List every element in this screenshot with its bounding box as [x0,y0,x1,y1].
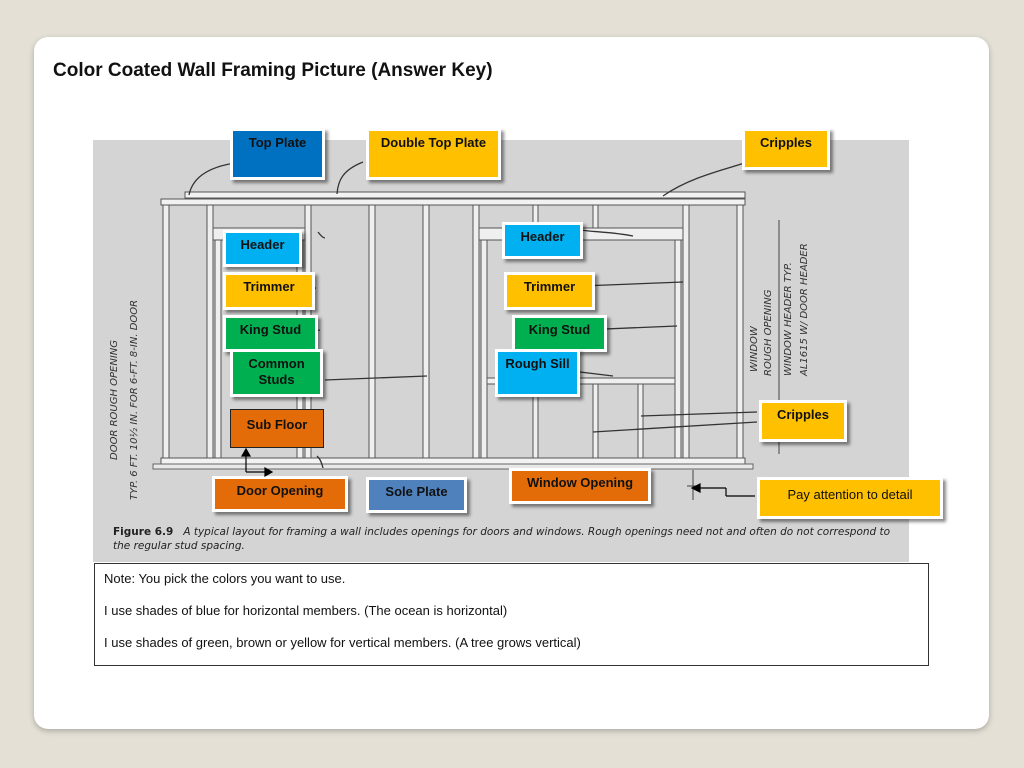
page-title: Color Coated Wall Framing Picture (Answer Key) [53,60,493,81]
label-cripples-bottom: Cripples [759,400,847,442]
end-stud [163,205,169,458]
king-stud-window-right [683,205,689,458]
sub-floor-shape [153,464,753,469]
label-king-stud-right: King Stud [512,315,607,352]
window-text-4: AL1615 W/ DOOR HEADER [799,243,810,376]
cripple-top-2 [593,205,598,228]
sole-plate-shape [161,458,745,464]
label-king-stud-left: King Stud [223,315,318,352]
label-common-studs: Common Studs [230,349,323,397]
note-line-1: Note: You pick the colors you want to use. [104,571,346,586]
label-sole-plate: Sole Plate [366,477,467,513]
end-stud-right [737,205,743,458]
label-trimmer-left: Trimmer [223,272,315,310]
double-top-plate-shape [185,192,745,198]
label-window-opening: Window Opening [509,468,651,504]
window-text-3: WINDOW HEADER TYP. [783,262,794,376]
caption-text: A typical layout for framing a wall includes openings for doors and windows. Rough openings need not and often do not correspond to the regular stud spacing. [113,526,891,552]
label-door-opening: Door Opening [212,476,348,512]
window-text-1: WINDOW [749,326,760,372]
cripple-3 [638,384,643,458]
label-header-left: Header [223,230,302,267]
caption-label: Figure 6.9 [113,526,174,538]
label-sub-floor: Sub Floor [230,409,324,448]
trimmer-window-right [675,240,681,458]
trimmer-right-shape [481,240,487,458]
door-rough-opening-text-2: TYP. 6 FT. 10½ IN. FOR 6-FT. 8-IN. DOOR [129,299,140,500]
cripple-2 [593,384,598,458]
common-stud-2 [423,205,429,458]
label-trimmer-right: Trimmer [504,272,595,310]
common-stud-1 [369,205,375,458]
door-rough-opening-text-1: DOOR ROUGH OPENING [109,339,120,460]
label-pay-attention: Pay attention to detail [757,477,943,519]
label-top-plate: Top Plate [230,128,325,180]
note-line-3: I use shades of green, brown or yellow for vertical members. (A tree grows vertical) [104,635,581,650]
king-stud-left-shape [207,205,213,458]
king-stud-right-shape [473,205,479,458]
figure-caption [113,525,903,553]
label-rough-sill: Rough Sill [495,349,580,397]
label-cripples-top: Cripples [742,128,830,170]
note-box [94,563,929,666]
window-text-2: ROUGH OPENING [763,289,774,376]
note-line-2: I use shades of blue for horizontal members. (The ocean is horizontal) [104,603,508,618]
label-header-right: Header [502,222,583,259]
trimmer-left-shape [215,240,221,458]
top-plate-shape [161,199,745,205]
label-double-top-plate: Double Top Plate [366,128,501,180]
